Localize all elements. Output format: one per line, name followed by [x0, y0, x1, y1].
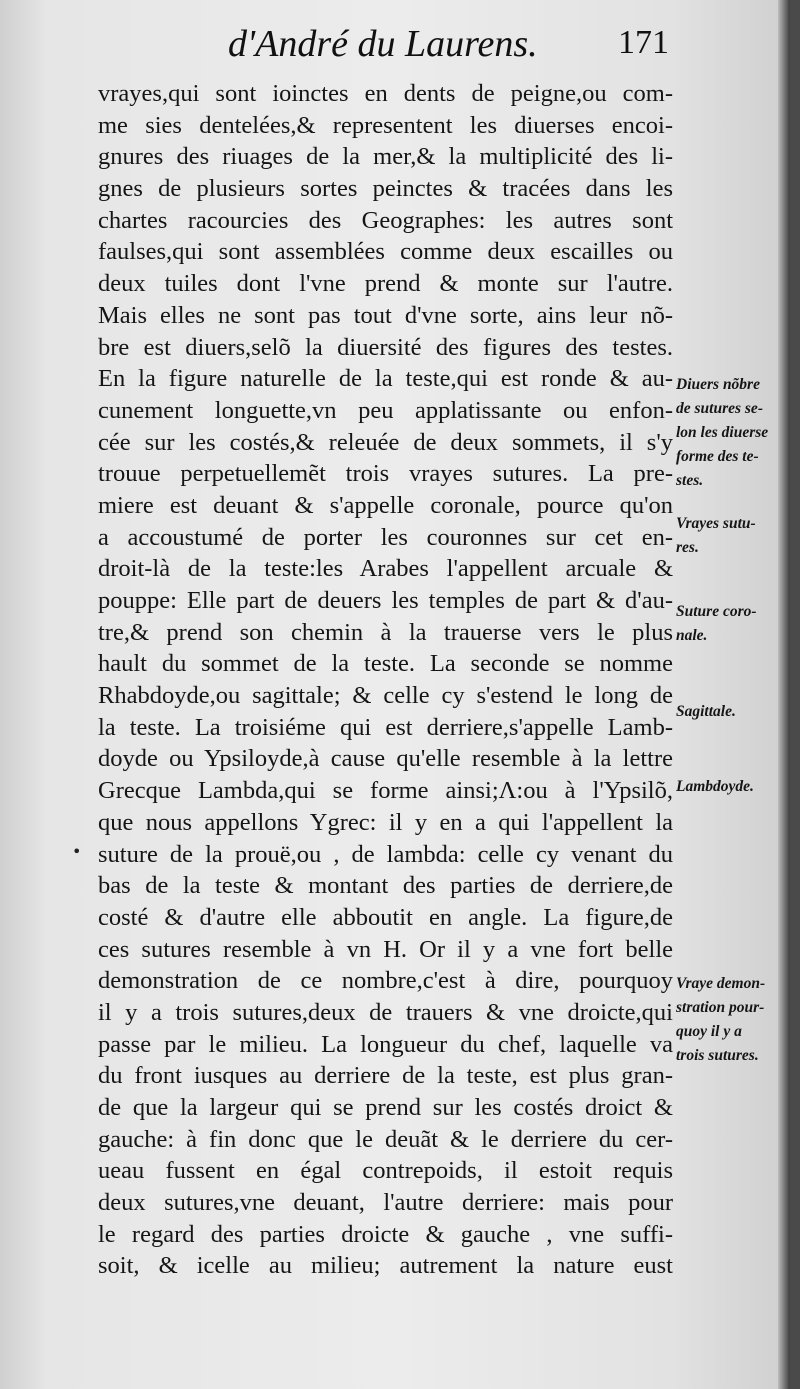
text-line: Rhabdoyde,ou sagittale; & celle cy s'estend le long de [98, 682, 673, 710]
text-line: Mais elles ne sont pas tout d'vne sorte, ains leur nõ- [98, 301, 673, 329]
text-line: ces sutures resemble à vn H. Or il y a vne fort belle [98, 935, 673, 963]
margin-note-line: Diuers nõbre [676, 376, 760, 393]
text-line: miere est deuant & s'appelle coronale, pource qu'on [98, 491, 673, 519]
margin-note-nombre-sutures [676, 373, 788, 493]
text-line: que nous appellons Ygrec: il y en a qui l'appellent la [98, 808, 673, 836]
text-line: de que la largeur qui se prend sur les costés droict & [98, 1094, 673, 1121]
page-header [0, 22, 790, 72]
text-line: demonstration de ce nombre,c'est à dire, pourquoy [98, 967, 673, 995]
text-line: pouppe: Elle part de deuers les temples de part & d'au- [98, 587, 673, 614]
margin-note-line: Vrayes sutu- [676, 515, 756, 532]
text-line: gauche: à fin donc que le deuãt & le derriere du cer- [98, 1125, 673, 1153]
page-edge [778, 0, 790, 1389]
text-line: cée sur les costés,& releuée de deux sommets, il s'y [98, 428, 673, 456]
text-line: a accoustumé de porter les couronnes sur cet en- [98, 523, 673, 551]
margin-note-line: nale. [676, 627, 708, 644]
text-line: le regard des parties droicte & gauche , vne suffi- [98, 1220, 673, 1248]
text-line: bre est diuers,selõ la diuersité des figures des testes. [98, 333, 673, 361]
margin-notes [676, 0, 788, 1389]
text-line: hault du sommet de la teste. La seconde se nomme [98, 650, 673, 678]
margin-note-line: stration pour- [676, 999, 765, 1016]
margin-note-coronale [676, 600, 788, 648]
text-line: soit, & icelle au milieu; autrement la nature eust [98, 1252, 673, 1280]
margin-note-line: trois sutures. [676, 1047, 759, 1064]
text-line: deux tuiles dont l'vne prend & monte sur l'autre. [98, 270, 673, 298]
text-line: ueau fussent en égal contrepoids, il estoit requis [98, 1157, 673, 1185]
margin-note-line: stes. [676, 472, 704, 489]
margin-note-line: Sagittale. [676, 703, 736, 720]
margin-note-line: de sutures se- [676, 400, 763, 417]
text-line: deux sutures,vne deuant, l'autre derriere: mais pour [98, 1189, 673, 1217]
stray-mark: • [72, 842, 82, 861]
text-line: Grecque Lambda,qui se forme ainsi;Λ:ou à l'Ypsilõ, [98, 777, 673, 805]
margin-note-line: Lambdoyde. [676, 778, 754, 795]
running-title: d'André du Laurens. [228, 23, 538, 65]
text-line: suture de la prouë,ou , de lambda: celle cy venant du [98, 840, 673, 868]
text-line: faulses,qui sont assemblées comme deux escailles ou [98, 238, 673, 266]
text-line: me sies dentelées,& representent les diuerses encoi- [98, 111, 673, 139]
text-line: droit-là de la teste:les Arabes l'appellent arcuale & [98, 555, 673, 583]
text-line: tre,& prend son chemin à la trauerse vers le plus [98, 618, 673, 646]
margin-note-line: Vraye demon- [676, 975, 766, 992]
margin-note-vrayes-sutures [676, 512, 788, 560]
margin-note-lambdoyde [676, 775, 788, 799]
body-text [98, 78, 673, 1282]
text-line: vrayes,qui sont ioinctes en dents de peigne,ou com- [98, 80, 673, 107]
text-line: il y a trois sutures,deux de trauers & vne droicte,qui [98, 998, 673, 1026]
margin-note-line: lon les diuerse [676, 424, 769, 441]
text-line: passe par le milieu. La longueur du chef, laquelle va [98, 1030, 673, 1058]
page-number: 171 [618, 24, 669, 61]
text-line: gnes de plusieurs sortes peinctes & tracées dans les [98, 175, 673, 203]
text-line: trouue perpetuellemẽt trois vrayes sutures. La pre- [98, 460, 673, 488]
text-line: doyde ou Ypsiloyde,à cause qu'elle resemble à la lettre [98, 745, 673, 773]
margin-note-demonstration [676, 972, 788, 1068]
text-line: gnures des riuages de la mer,& la multiplicité des li- [98, 143, 673, 171]
margin-note-line: Suture coro- [676, 603, 757, 620]
text-line: cunement longuette,vn peu applatissante ou enfon- [98, 396, 673, 424]
text-line: du front iusques au derriere de la teste, est plus gran- [98, 1062, 673, 1090]
text-line: costé & d'autre elle abboutit en angle. La figure,de [98, 903, 673, 931]
text-line: En la figure naturelle de la teste,qui est ronde & au- [98, 365, 673, 393]
margin-note-sagittale [676, 700, 788, 724]
margin-note-line: quoy il y a [676, 1023, 742, 1040]
text-line: chartes racourcies des Geographes: les autres sont [98, 206, 673, 234]
margin-note-line: res. [676, 539, 699, 556]
text-line: bas de la teste & montant des parties de derriere,de [98, 872, 673, 900]
text-line: la teste. La troisiéme qui est derriere,s'appelle Lamb- [98, 713, 673, 741]
margin-note-line: forme des te- [676, 448, 759, 465]
